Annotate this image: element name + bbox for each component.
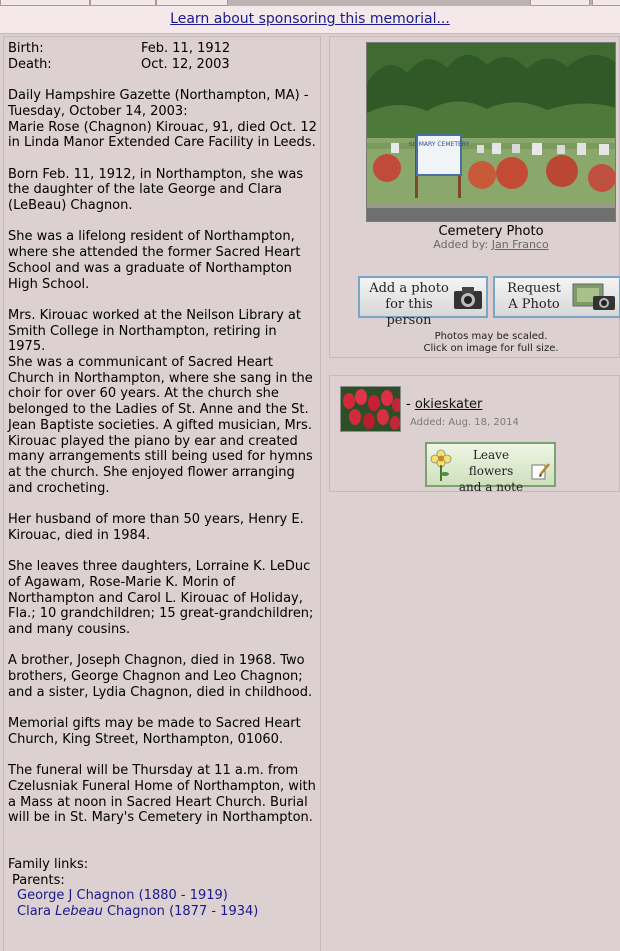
- leave-line1: Leave flowers: [468, 448, 514, 478]
- bio-paragraph: The funeral will be Thursday at 11 a.m. from Czelusniak Funeral Home of Northampton, with a Mass at noon in Sacred Heart Church. Burial will be in St. Mary's Cemetery in Northampton.: [8, 763, 316, 826]
- cemetery-photo[interactable]: [366, 42, 616, 222]
- bio-paragraph: She leaves three daughters, Lorraine K. LeDuc of Agawam, Rose-Marie K. Morin of Northampton and Carol L. Kirouac of Holiday, Fla.; 10 grandchildren; 15 great-grandchildren; and many cousins.: [8, 559, 314, 637]
- parent-link-mother[interactable]: [8, 904, 317, 920]
- add-photo-line1: Add a photo: [369, 281, 449, 296]
- bio-paragraph: Mrs. Kirouac worked at the Neilson Library at Smith College in Northampton, retiring in 1975. She was a communicant of Sacred Heart Church in Northampton, where she sang in the choir for over 60 years. At the church she belonged to the Ladies of St. Anne and the St. Jean Baptiste societies. A gifted musician, Mrs. Kirouac played the piano by ear and created many arrangements still being used for hymns at the church. She enjoyed flower arranging and crocheting.: [8, 307, 313, 496]
- death-date: Oct. 12, 2003: [141, 56, 230, 72]
- bio-column: [3, 36, 321, 951]
- photo-caption: Cemetery Photo: [438, 224, 544, 239]
- bio-paragraph: Daily Hampshire Gazette (Northampton, MA) - Tuesday, October 14, 2003: Marie Rose (Chagnon) Kirouac, 91, died Oct. 12 in Linda Manor Extended Care Facility in Leeds.: [8, 88, 317, 151]
- parent-last-name: Chagnon: [106, 904, 165, 920]
- camera-icon: [452, 283, 484, 311]
- request-photo-label: [499, 281, 569, 313]
- tulips-image: [341, 387, 401, 432]
- parent-link-father[interactable]: [8, 888, 317, 904]
- add-photo-button[interactable]: [358, 276, 488, 328]
- birth-date: Feb. 11, 1912: [141, 41, 231, 56]
- flower-image[interactable]: [340, 386, 401, 432]
- flowers-panel: [329, 375, 620, 492]
- add-photo-line2: for this person: [385, 297, 433, 328]
- death-label: Death:: [8, 56, 52, 72]
- parent-first-name: Clara: [17, 904, 51, 920]
- sponsor-link[interactable]: Learn about sponsoring this memorial...: [170, 11, 450, 27]
- parent-name: George J Chagnon: [17, 888, 135, 904]
- note-pencil-icon: [531, 461, 551, 481]
- leave-flowers-button[interactable]: [425, 442, 556, 494]
- photo-added-by: [366, 238, 616, 251]
- scale-note-line1: Photos may be scaled.: [434, 331, 548, 342]
- flower-author: [406, 397, 482, 412]
- flower-author-link[interactable]: okieskater: [414, 397, 483, 412]
- cemetery-photo-image: [367, 43, 616, 222]
- leave-flowers-label: [449, 447, 533, 495]
- sign-text: St. MARY CEMETERY: [408, 141, 470, 148]
- birth-label: Birth:: [8, 41, 44, 56]
- flower-added-date: Added: Aug. 18, 2014: [410, 417, 519, 428]
- flower-author-prefix: -: [406, 397, 415, 412]
- parent-years: (1877 - 1934): [169, 904, 259, 920]
- added-by-link[interactable]: Jan Franco: [491, 238, 549, 251]
- sponsor-bar: [0, 6, 620, 34]
- camera-photo-icon: [571, 282, 617, 312]
- photo-panel: [329, 36, 620, 358]
- birth-row: [8, 41, 317, 57]
- added-by-label: Added by:: [433, 238, 489, 251]
- request-line2: A Photo: [508, 297, 560, 312]
- add-photo-label: [364, 281, 454, 329]
- leave-line2: and a note: [458, 480, 524, 494]
- scale-note-line2: Click on image for full size.: [423, 343, 559, 354]
- request-photo-button[interactable]: [493, 276, 620, 318]
- photo-scale-note: [366, 331, 616, 355]
- parent-years: (1880 - 1919): [138, 888, 228, 904]
- request-line1: Request: [507, 281, 561, 296]
- bio-paragraph: Born Feb. 11, 1912, in Northampton, she was the daughter of the late George and Clara (LeBeau) Chagnon.: [8, 166, 304, 213]
- bio-paragraph: Memorial gifts may be made to Sacred Heart Church, King Street, Northampton, 01060.: [8, 716, 301, 747]
- family-links-label: Family links:: [8, 857, 89, 873]
- death-row: [8, 57, 317, 73]
- parents-label: Parents:: [12, 872, 65, 888]
- parent-maiden-name: Lebeau: [55, 904, 103, 920]
- bio-paragraph: Her husband of more than 50 years, Henry E. Kirouac, died in 1984.: [8, 512, 304, 543]
- bio-paragraph: She was a lifelong resident of Northampton, where she attended the former Sacred Heart School and was a graduate of Northampton High School.: [8, 229, 301, 292]
- bio-paragraph: A brother, Joseph Chagnon, died in 1968. Two brothers, George Chagnon and Leo Chagnon; and a sister, Lydia Chagnon, died in childhood.: [8, 653, 313, 700]
